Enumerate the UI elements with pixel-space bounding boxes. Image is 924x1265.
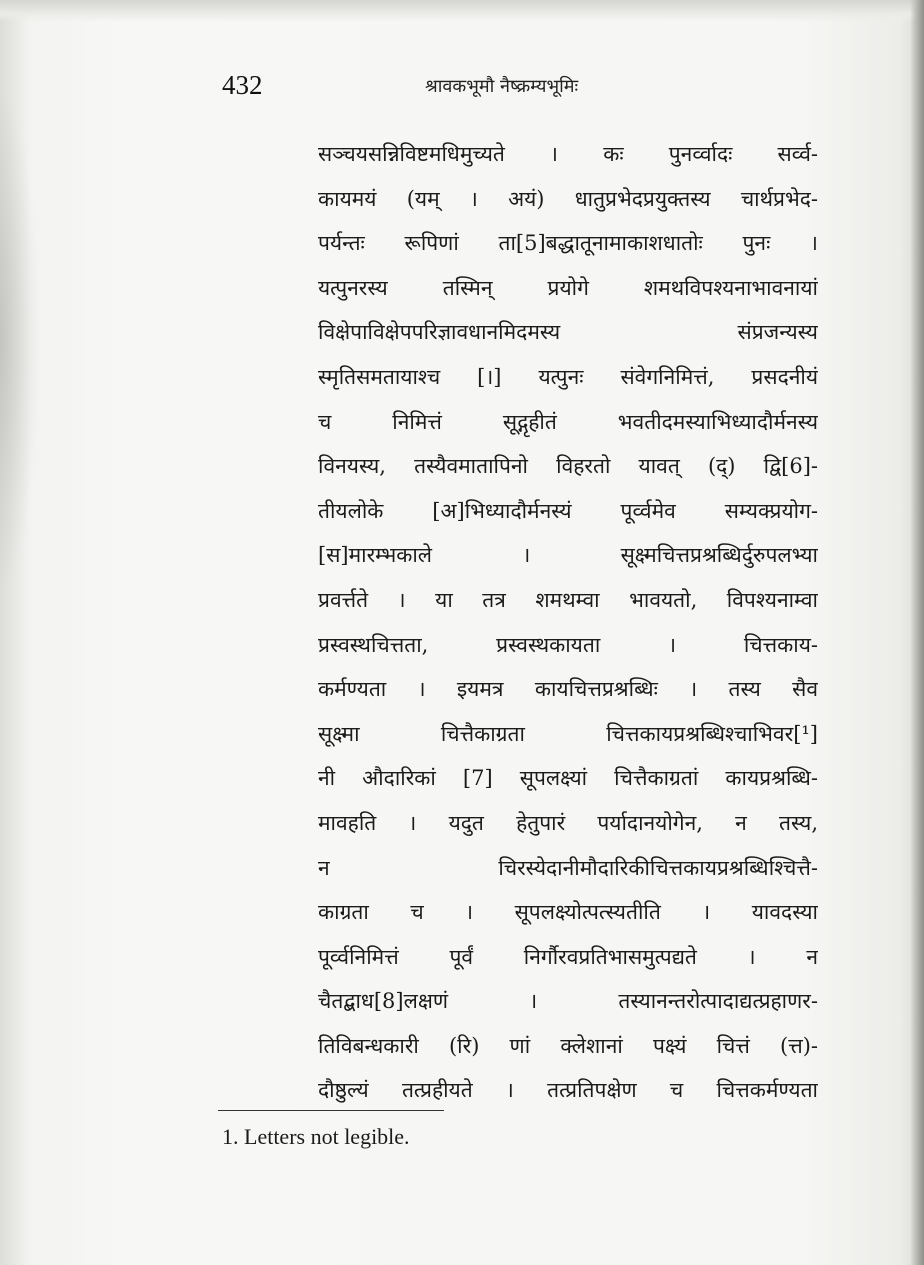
text-line: विक्षेपाविक्षेपपरिज्ञावधानमिदमस्य संप्रजन्यस्य bbox=[318, 320, 818, 345]
text-line: सूक्ष्मा चित्तैकाग्रता चित्तकायप्रश्रब्धिश्चाभिवर[¹] bbox=[318, 721, 818, 746]
text-line: कर्मण्यता । इयमत्र कायचित्तप्रश्रब्धिः । तस्य सैव bbox=[318, 677, 818, 702]
footnote-rule bbox=[218, 1110, 444, 1111]
page-top-edge bbox=[0, 0, 924, 22]
footnote: 1. Letters not legible. bbox=[222, 1124, 410, 1149]
text-line: चैतद्बाध[8]लक्षणं । तस्यानन्तरोत्पादाद्यत्प्रहाणर- bbox=[318, 989, 818, 1014]
text-line: प्रवर्त्तते । या तत्र शमथम्वा भावयतो, विपश्यनाम्वा bbox=[318, 587, 818, 612]
page-right-edge bbox=[910, 0, 924, 1265]
text-line: प्रस्वस्थचित्तता, प्रस्वस्थकायता । चित्तकाय- bbox=[318, 632, 818, 657]
body-text bbox=[318, 132, 818, 1113]
text-line: पूर्व्वनिमित्तं पूर्वं निर्गौरवप्रतिभासमुत्पद्यते । न bbox=[318, 944, 818, 969]
text-line: सञ्चयसन्निविष्टमधिमुच्यते । कः पुनर्व्वादः सर्व्व- bbox=[318, 142, 818, 166]
text-line: कायमयं (यम् । अयं) धातुप्रभेदप्रयुक्तस्य चार्थप्रभेद- bbox=[318, 186, 818, 211]
page-number: 432 bbox=[222, 70, 263, 100]
text-line: तीयलोके [अ]भिध्यादौर्मनस्यं पूर्व्वमेव सम्यक्प्रयोग- bbox=[318, 498, 818, 523]
text-line: च निमित्तं सूद्गृहीतं भवतीदमस्याभिध्यादौर्मनस्य bbox=[318, 409, 818, 434]
text-line: [स]मारम्भकाले । सूक्ष्मचित्तप्रश्रब्धिर्दुरुपलभ्या bbox=[318, 543, 818, 568]
text-line: काग्रता च । सूपलक्ष्योत्पत्स्यतीति । यावदस्या bbox=[318, 900, 818, 925]
text-line: पर्यन्तः रूपिणां ता[5]बद्धातूनामाकाशधातोः पुनः । bbox=[318, 231, 818, 256]
text-line: विनयस्य, तस्यैवमातापिनो विहरतो यावत् (द्) द्वि[6]- bbox=[318, 454, 818, 479]
running-title: श्रावकभूमौ नैष्क्रम्यभूमिः bbox=[425, 76, 579, 97]
text-line: यत्पुनरस्य तस्मिन् प्रयोगे शमथविपश्यनाभावनायां bbox=[318, 275, 818, 300]
text-line: दौष्ठुल्यं तत्प्रहीयते । तत्प्रतिपक्षेण च चित्तकर्मण्यता bbox=[318, 1078, 818, 1103]
text-line: स्मृतिसमतायाश्च [।] यत्पुनः संवेगनिमित्तं, प्रसदनीयं bbox=[318, 364, 818, 389]
binding-shadow bbox=[0, 90, 40, 590]
text-line: तिविबन्धकारी (रि) णां क्लेशानां पक्ष्यं चित्तं (त्त)- bbox=[318, 1033, 818, 1058]
text-line: नी औदारिकां [7] सूपलक्ष्यां चित्तैकाग्रतां कायप्रश्रब्धि- bbox=[318, 766, 818, 791]
text-line: मावहति । यदुत हेतुपारं पर्यादानयोगेन, न तस्य, bbox=[318, 810, 818, 835]
text-line: न चिरस्येदानीमौदारिकीचित्तकायप्रश्रब्धिश्चित्तै- bbox=[318, 855, 818, 880]
